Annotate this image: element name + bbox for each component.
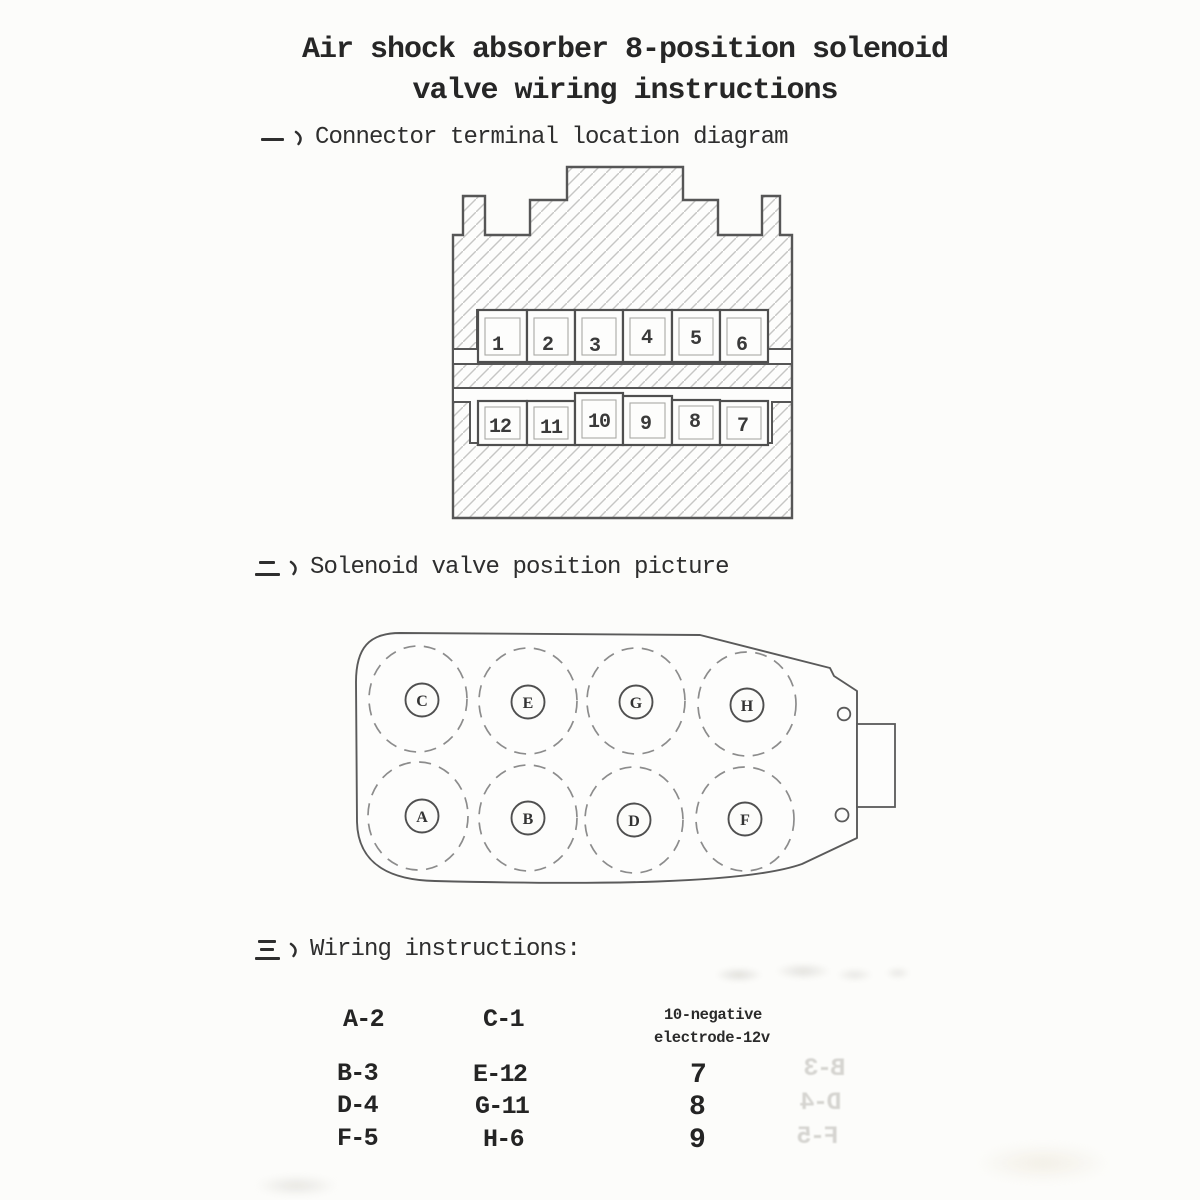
section1-label: Connector terminal location diagram: [315, 124, 788, 151]
screw-hole-top: [838, 708, 851, 721]
wiring-terminal-9: 9: [689, 1125, 706, 1156]
terminal-number: 10: [587, 411, 611, 434]
cjk-comma-icon: [288, 941, 300, 959]
valve-port-label: C: [416, 693, 428, 710]
terminal-number: 11: [539, 417, 563, 440]
terminal-cell: [623, 310, 672, 362]
bleed-through-text: F-5: [798, 1122, 839, 1151]
section3-heading: [255, 936, 580, 963]
valve-port-label: D: [628, 813, 640, 830]
terminal-cell: [527, 401, 575, 445]
valve-body: [356, 633, 857, 883]
cjk-numeral-three-icon: [255, 937, 280, 962]
terminal-row-bottom: [478, 393, 768, 445]
terminal-cell: [623, 396, 672, 445]
bleed-through-text: B-3: [805, 1054, 846, 1083]
valve-port-label: H: [740, 698, 754, 715]
wiring-terminal-7: 7: [690, 1060, 707, 1091]
cjk-numeral-one-icon: [260, 125, 285, 150]
terminal-cell: [720, 401, 768, 445]
valve-mounting-tab: [857, 724, 895, 807]
screw-hole-bottom: [836, 809, 849, 822]
terminal-row-top: [478, 310, 768, 362]
section3-label: Wiring instructions:: [310, 936, 581, 963]
wiring-pair-G11: G-11: [475, 1092, 529, 1121]
valve-port-label: G: [629, 695, 643, 712]
terminal-cell: [527, 310, 575, 362]
wiring-pair-C1: C-1: [483, 1005, 523, 1034]
section1-heading: [260, 124, 788, 151]
terminal-cell: [575, 310, 623, 362]
terminal-cell: [575, 393, 623, 445]
terminal-cell: [672, 400, 720, 445]
terminal-number: 12: [488, 416, 512, 439]
terminal-number: 7: [736, 415, 750, 438]
cjk-comma-icon: [288, 559, 300, 577]
valve-port-label: E: [522, 695, 534, 712]
terminal-number: 9: [639, 413, 653, 436]
terminal-number: 5: [689, 328, 703, 351]
bleed-through-smudge: [700, 955, 915, 991]
terminal-cell: [478, 401, 527, 445]
valve-port-label: B: [522, 811, 534, 828]
wiring-pair-E12: E-12: [473, 1060, 527, 1089]
scan-smudge: [935, 1130, 1175, 1190]
wiring-pair-A2: A-2: [343, 1005, 383, 1034]
negative-note-line1: 10-negative: [664, 1006, 762, 1024]
valve-port-label: A: [416, 809, 428, 826]
terminal-cell: [720, 310, 768, 362]
terminal-number: 6: [735, 334, 749, 357]
scan-smudge: [238, 1168, 368, 1200]
wiring-terminal-8: 8: [689, 1092, 706, 1123]
negative-note-line2: electrode-12v: [654, 1029, 770, 1047]
wiring-pair-H6: H-6: [483, 1125, 523, 1154]
section2-heading: [255, 554, 729, 581]
page-title-line1: Air shock absorber 8-position solenoid: [301, 33, 949, 67]
terminal-cell: [672, 310, 720, 362]
page-title-line2: valve wiring instructions: [412, 74, 838, 108]
bleed-through-text: D-4: [801, 1088, 842, 1117]
valve-port-label: F: [740, 812, 750, 829]
wiring-pair-D4: D-4: [337, 1091, 377, 1120]
wiring-pair-B3: B-3: [337, 1059, 377, 1088]
connector-terminal-diagram: [450, 160, 795, 525]
section2-label: Solenoid valve position picture: [310, 554, 729, 581]
terminal-number: 2: [541, 334, 555, 357]
solenoid-valve-diagram: [345, 612, 903, 902]
terminal-cell: [478, 310, 527, 362]
cjk-comma-icon: [293, 129, 305, 147]
terminal-number: 1: [491, 334, 505, 357]
terminal-number: 3: [588, 335, 602, 358]
terminal-number: 4: [640, 327, 654, 350]
cjk-numeral-two-icon: [255, 555, 280, 580]
terminal-number: 8: [688, 411, 702, 434]
wiring-pair-F5: F-5: [337, 1124, 377, 1153]
